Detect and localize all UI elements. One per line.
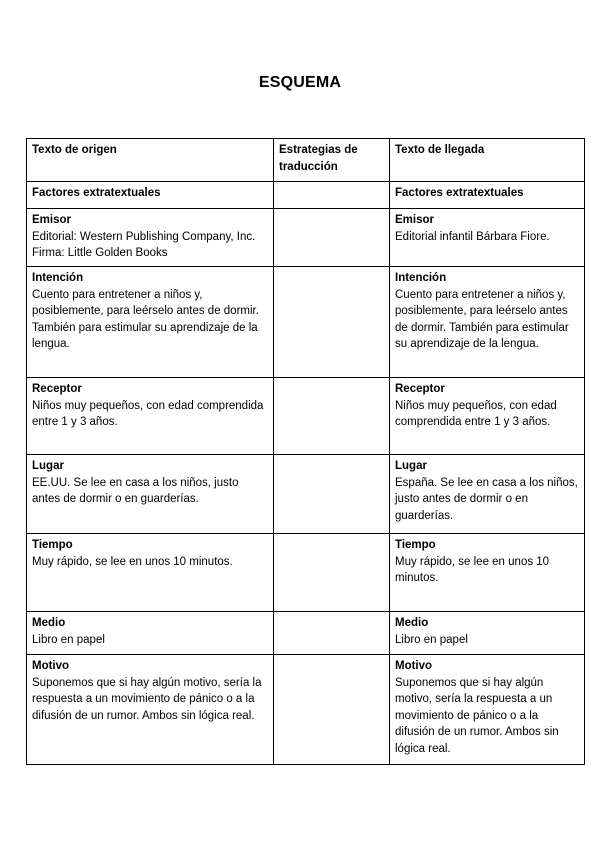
section-label-source: Factores extratextuales bbox=[27, 182, 274, 209]
strategy-cell-medio bbox=[274, 612, 390, 655]
target-cell-emisor bbox=[390, 209, 585, 267]
source-text: Niños muy pequeños, con edad comprendida entre 1 y 3 años. bbox=[32, 399, 264, 428]
table-row-lugar bbox=[27, 455, 585, 534]
factor-label: Emisor bbox=[395, 214, 434, 226]
factor-label: Motivo bbox=[395, 660, 433, 672]
table-row-intencion bbox=[27, 267, 585, 378]
factor-label: Intención bbox=[395, 272, 447, 284]
factor-label: Lugar bbox=[32, 460, 64, 472]
target-cell-intencion bbox=[390, 267, 585, 378]
source-line-imprint: Firma: Little Golden Books bbox=[32, 247, 168, 259]
strategy-cell-lugar bbox=[274, 455, 390, 534]
header-source-text: Texto de origen bbox=[27, 139, 274, 182]
strategy-cell-motivo bbox=[274, 655, 390, 765]
target-cell-medio bbox=[390, 612, 585, 655]
source-text: Cuento para entretener a niños y, posiblemente, para leérselo antes de dormir. También para estimular su aprendizaje de la lengua. bbox=[32, 288, 259, 350]
strategy-cell-intencion bbox=[274, 267, 390, 378]
source-line-publisher: Editorial: Western Publishing Company, Inc. bbox=[32, 230, 256, 243]
factor-label: Emisor bbox=[32, 214, 71, 226]
factor-label: Motivo bbox=[32, 660, 70, 672]
target-cell-motivo bbox=[390, 655, 585, 765]
factor-label: Tiempo bbox=[32, 539, 73, 551]
source-cell-intencion bbox=[27, 267, 274, 378]
source-text: Suponemos que si hay algún motivo, sería la respuesta a un movimiento de pánico o a la difusión de un rumor. Ambos sin lógica real. bbox=[32, 676, 262, 722]
source-cell-tiempo bbox=[27, 534, 274, 612]
source-cell-emisor bbox=[27, 209, 274, 267]
factor-label: Receptor bbox=[32, 383, 82, 395]
header-target-text: Texto de llegada bbox=[390, 139, 585, 182]
target-text: Muy rápido, se lee en unos 10 minutos. bbox=[395, 555, 550, 584]
source-cell-receptor bbox=[27, 378, 274, 455]
header-translation-strategies: Estrategias de traducción bbox=[274, 139, 390, 182]
table-row-medio bbox=[27, 612, 585, 655]
target-text: Suponemos que si hay algún motivo, sería la respuesta a un movimiento de pánico o a la difusión de un rumor. Ambos sin lógica real. bbox=[395, 676, 559, 755]
table-row-receptor bbox=[27, 378, 585, 455]
table-row-emisor bbox=[27, 209, 585, 267]
factor-label: Medio bbox=[395, 617, 429, 629]
document-title: ESQUEMA bbox=[258, 74, 342, 91]
factor-label: Lugar bbox=[395, 460, 427, 472]
source-text: Muy rápido, se lee en unos 10 minutos. bbox=[32, 555, 233, 568]
section-row-extratextual bbox=[27, 182, 585, 209]
strategy-cell-tiempo bbox=[274, 534, 390, 612]
source-cell-medio bbox=[27, 612, 274, 655]
table-row-tiempo bbox=[27, 534, 585, 612]
target-cell-lugar bbox=[390, 455, 585, 534]
target-text: Cuento para entretener a niños y, posiblemente, para leérselo antes de dormir. También para estimular su aprendizaje de la lengua. bbox=[395, 288, 569, 350]
strategy-cell-emisor bbox=[274, 209, 390, 267]
source-text: EE.UU. Se lee en casa a los niños, justo antes de dormir o en guarderías. bbox=[32, 476, 239, 505]
section-label-target: Factores extratextuales bbox=[390, 182, 585, 209]
strategy-cell-section bbox=[274, 182, 390, 209]
table-header-row bbox=[27, 139, 585, 182]
factor-label: Tiempo bbox=[395, 539, 436, 551]
table-row-motivo bbox=[27, 655, 585, 765]
target-cell-receptor bbox=[390, 378, 585, 455]
source-text: Libro en papel bbox=[32, 633, 105, 646]
target-text: Libro en papel bbox=[395, 633, 468, 646]
source-cell-motivo bbox=[27, 655, 274, 765]
factor-label: Intención bbox=[32, 272, 84, 284]
source-cell-lugar bbox=[27, 455, 274, 534]
strategy-cell-receptor bbox=[274, 378, 390, 455]
factor-label: Medio bbox=[32, 617, 66, 629]
target-text: Niños muy pequeños, con edad comprendida entre 1 y 3 años. bbox=[395, 399, 557, 428]
translation-scheme-table bbox=[26, 138, 585, 765]
target-cell-tiempo bbox=[390, 534, 585, 612]
target-text: Editorial infantil Bárbara Fiore. bbox=[395, 230, 550, 243]
factor-label: Receptor bbox=[395, 383, 445, 395]
target-text: España. Se lee en casa a los niños, justo antes de dormir o en guarderías. bbox=[395, 476, 578, 522]
